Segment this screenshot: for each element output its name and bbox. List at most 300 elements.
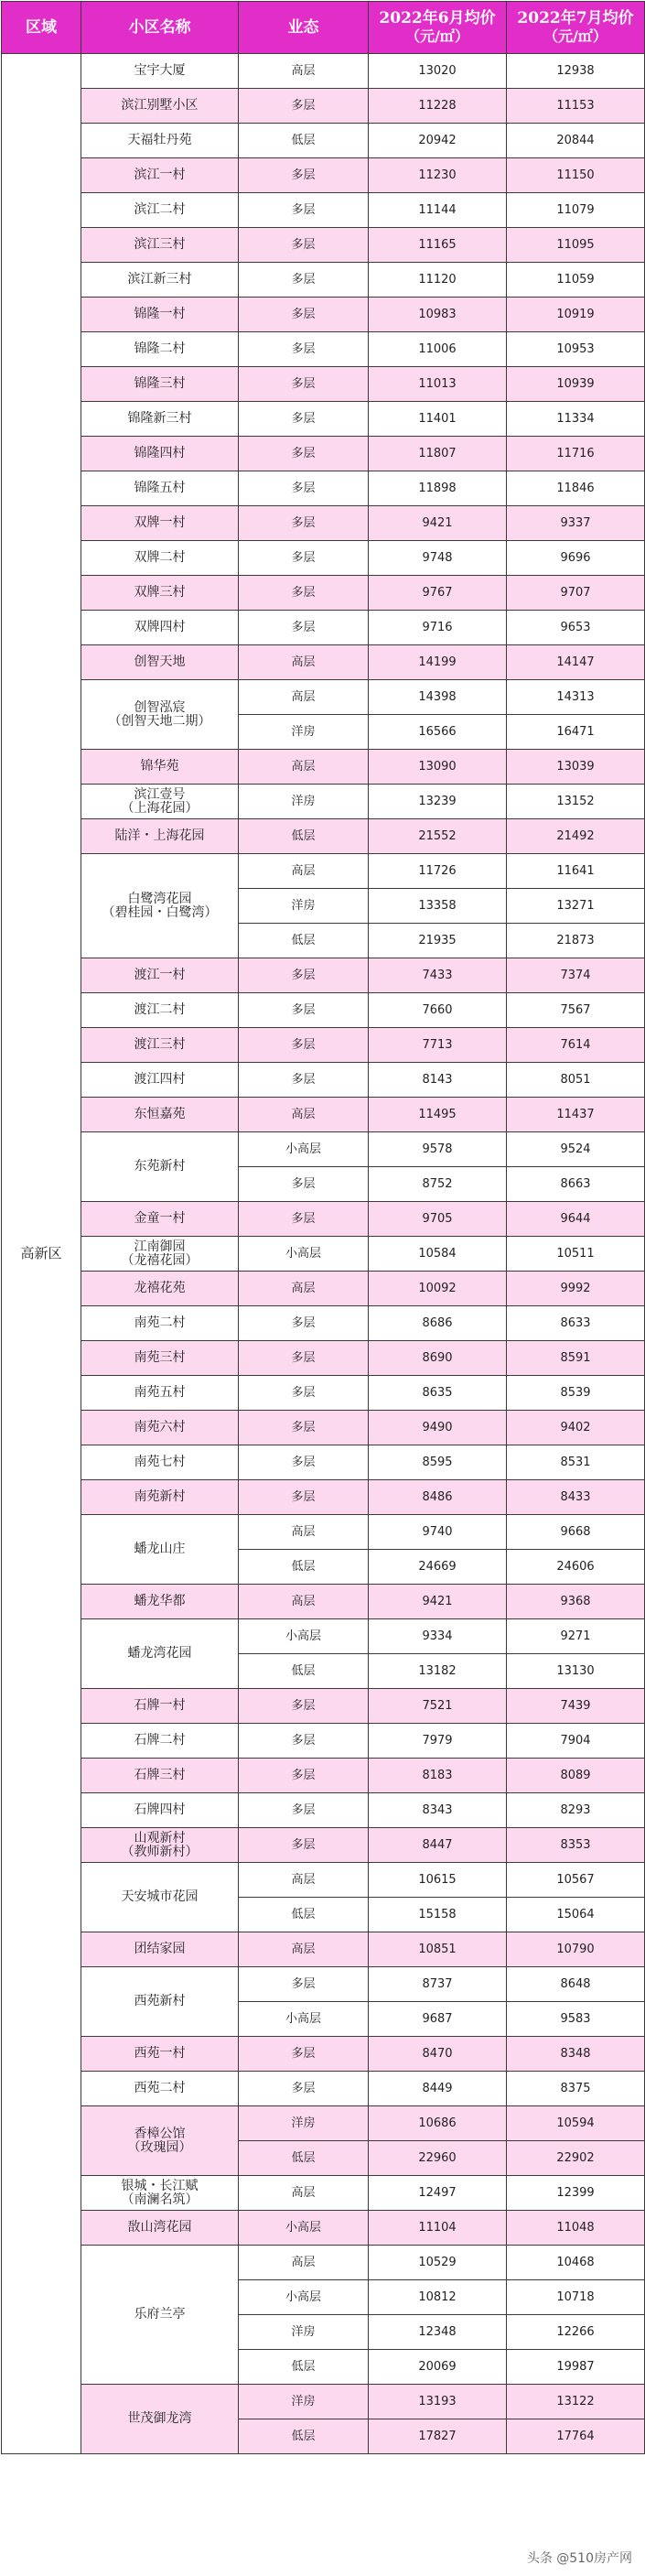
july-price-cell: 11059 [507, 263, 645, 298]
july-price-cell: 9668 [507, 1515, 645, 1550]
community-name-line: 锦隆一村 [134, 307, 186, 321]
june-price-cell: 9767 [369, 576, 507, 611]
table-row [2, 1132, 645, 1167]
community-cell [81, 54, 239, 89]
june-price-cell: 13020 [369, 54, 507, 89]
july-price-cell: 8051 [507, 1063, 645, 1098]
july-price-cell: 10939 [507, 367, 645, 402]
june-price-cell: 8686 [369, 1306, 507, 1341]
table-row [2, 1063, 645, 1098]
june-price-cell: 9578 [369, 1132, 507, 1167]
type-cell: 高层 [239, 1272, 369, 1306]
community-cell [81, 1828, 239, 1863]
community-name-line: 山观新村 [134, 1830, 186, 1845]
july-price-cell: 9402 [507, 1411, 645, 1445]
july-price-cell: 8663 [507, 1167, 645, 1202]
july-price-cell: 14147 [507, 645, 645, 680]
community-cell [81, 471, 239, 506]
july-price-cell: 12266 [507, 2315, 645, 2350]
june-price-cell: 15158 [369, 1898, 507, 1932]
july-price-cell: 7904 [507, 1724, 645, 1759]
type-cell: 高层 [239, 1515, 369, 1550]
type-cell: 多层 [239, 402, 369, 437]
community-cell [81, 2037, 239, 2072]
june-price-cell: 13193 [369, 2385, 507, 2419]
june-price-cell: 8635 [369, 1376, 507, 1411]
june-price-cell: 22960 [369, 2141, 507, 2176]
july-price-cell: 15064 [507, 1898, 645, 1932]
june-price-cell: 7713 [369, 1028, 507, 1063]
june-price-cell: 9748 [369, 541, 507, 576]
june-price-cell: 11120 [369, 263, 507, 298]
type-cell: 小高层 [239, 1237, 369, 1272]
type-cell: 多层 [239, 993, 369, 1028]
june-price-cell: 9740 [369, 1515, 507, 1550]
type-cell: 洋房 [239, 715, 369, 750]
community-name-line: 南苑五村 [134, 1385, 186, 1400]
type-cell: 多层 [239, 1411, 369, 1445]
table-row [2, 1202, 645, 1237]
june-price-cell: 10615 [369, 1863, 507, 1898]
type-cell: 小高层 [239, 1132, 369, 1167]
community-cell [81, 1585, 239, 1619]
community-name-line: 南苑七村 [134, 1455, 186, 1469]
type-cell: 小高层 [239, 2211, 369, 2246]
type-cell: 洋房 [239, 889, 369, 924]
community-name-line: 渡江一村 [134, 968, 186, 982]
june-price-cell: 13358 [369, 889, 507, 924]
table-row [2, 2246, 645, 2280]
june-price-cell: 7433 [369, 958, 507, 993]
july-price-cell: 10953 [507, 332, 645, 367]
june-price-cell: 10812 [369, 2280, 507, 2315]
type-cell: 多层 [239, 1202, 369, 1237]
community-name-line: 双牌一村 [134, 515, 186, 530]
june-price-cell: 10584 [369, 1237, 507, 1272]
table-row [2, 785, 645, 819]
june-price-cell: 24669 [369, 1550, 507, 1585]
july-price-cell: 13130 [507, 1654, 645, 1689]
type-cell: 多层 [239, 332, 369, 367]
june-price-cell: 9687 [369, 2002, 507, 2037]
community-name-line: （碧桂园・白鹭湾） [102, 904, 218, 920]
header-june-unit: （元/㎡） [405, 27, 469, 45]
community-cell [81, 1932, 239, 1967]
table-row [2, 576, 645, 611]
june-price-cell: 7521 [369, 1689, 507, 1724]
community-name-line: 双牌三村 [134, 585, 186, 600]
table-row [2, 1793, 645, 1828]
table-row [2, 958, 645, 993]
community-cell [81, 1306, 239, 1341]
community-cell [81, 1237, 239, 1272]
table-row [2, 2106, 645, 2141]
july-price-cell: 10919 [507, 298, 645, 332]
july-price-cell: 11150 [507, 158, 645, 193]
community-cell [81, 2106, 239, 2176]
community-name-line: 龙禧花苑 [134, 1281, 186, 1295]
june-price-cell: 21935 [369, 924, 507, 958]
july-price-cell: 24606 [507, 1550, 645, 1585]
table-row [2, 1480, 645, 1515]
community-cell [81, 124, 239, 158]
type-cell: 多层 [239, 1445, 369, 1480]
table-row [2, 645, 645, 680]
july-price-cell: 11153 [507, 89, 645, 124]
header-june-price [369, 2, 507, 54]
community-cell [81, 680, 239, 750]
community-name-line: 东恒嘉苑 [134, 1107, 186, 1121]
community-cell [81, 506, 239, 541]
type-cell: 高层 [239, 1932, 369, 1967]
community-cell [81, 367, 239, 402]
community-name-line: 西苑二村 [134, 2081, 186, 2095]
community-name-line: 金童一村 [134, 1211, 186, 1226]
table-row [2, 263, 645, 298]
table-row [2, 2176, 645, 2211]
july-price-cell: 21492 [507, 819, 645, 854]
community-name-line: （玫瑰园） [127, 2139, 192, 2155]
community-name-line: 江南御园 [134, 1239, 186, 1254]
community-name-line: （教师新村） [121, 1844, 199, 1859]
type-cell: 多层 [239, 298, 369, 332]
table-row [2, 1759, 645, 1793]
june-price-cell: 8470 [369, 2037, 507, 2072]
june-price-cell: 20069 [369, 2350, 507, 2385]
community-name-line: 滨江三村 [134, 237, 186, 252]
june-price-cell: 11228 [369, 89, 507, 124]
community-cell [81, 1028, 239, 1063]
community-cell [81, 2211, 239, 2246]
type-cell: 多层 [239, 228, 369, 263]
community-name-line: 锦隆新三村 [127, 411, 192, 426]
type-cell: 多层 [239, 263, 369, 298]
july-price-cell: 20844 [507, 124, 645, 158]
header-july-line1: 2022年7月均价 [517, 9, 634, 27]
table-row [2, 1967, 645, 2002]
community-name-line: 渡江四村 [134, 1072, 186, 1087]
community-name-line: 蟠龙湾花园 [127, 1646, 192, 1661]
july-price-cell: 12938 [507, 54, 645, 89]
june-price-cell: 10092 [369, 1272, 507, 1306]
community-cell [81, 1480, 239, 1515]
type-cell: 高层 [239, 645, 369, 680]
july-price-cell: 10790 [507, 1932, 645, 1967]
community-name-line: （南澜名筑） [121, 2192, 199, 2207]
community-cell [81, 1967, 239, 2037]
community-cell [81, 2072, 239, 2106]
community-name-line: 香樟公馆 [134, 2126, 186, 2141]
community-cell [81, 611, 239, 645]
type-cell: 洋房 [239, 2385, 369, 2419]
june-price-cell: 20942 [369, 124, 507, 158]
community-cell [81, 298, 239, 332]
community-cell [81, 854, 239, 958]
header-june-line1: 2022年6月均价 [379, 9, 496, 27]
type-cell: 洋房 [239, 2315, 369, 2350]
community-name-line: 世茂御龙湾 [127, 2411, 192, 2426]
type-cell: 多层 [239, 1063, 369, 1098]
type-cell: 高层 [239, 1863, 369, 1898]
community-cell [81, 1341, 239, 1376]
community-name-line: 乐府兰亭 [134, 2307, 186, 2322]
community-cell [81, 402, 239, 437]
june-price-cell: 12348 [369, 2315, 507, 2350]
type-cell: 多层 [239, 1967, 369, 2002]
community-cell [81, 1272, 239, 1306]
june-price-cell: 7979 [369, 1724, 507, 1759]
price-table [1, 1, 645, 2454]
community-name-line: 南苑二村 [134, 1315, 186, 1330]
june-price-cell: 9716 [369, 611, 507, 645]
community-name-line: 蟠龙华都 [134, 1594, 186, 1608]
community-name-line: （上海花园） [121, 800, 199, 816]
july-price-cell: 8433 [507, 1480, 645, 1515]
type-cell: 多层 [239, 541, 369, 576]
region-cell: 高新区 [2, 54, 81, 2454]
july-price-cell: 9707 [507, 576, 645, 611]
header-type: 业态 [239, 2, 369, 54]
community-name-line: 石牌二村 [134, 1733, 186, 1748]
july-price-cell: 9696 [507, 541, 645, 576]
community-name-line: 白鹭湾花园 [127, 891, 192, 906]
community-name-line: 南苑新村 [134, 1489, 186, 1504]
table-row [2, 298, 645, 332]
community-cell [81, 2246, 239, 2385]
table-row [2, 1098, 645, 1132]
july-price-cell: 9644 [507, 1202, 645, 1237]
community-name-line: 蟠龙山庄 [134, 1542, 186, 1556]
july-price-cell: 13271 [507, 889, 645, 924]
type-cell: 高层 [239, 1098, 369, 1132]
community-name-line: 锦隆三村 [134, 376, 186, 391]
community-name-line: 创智天地 [134, 655, 186, 669]
community-cell [81, 89, 239, 124]
july-price-cell: 10567 [507, 1863, 645, 1898]
community-name-line: 渡江三村 [134, 1037, 186, 1052]
june-price-cell: 9490 [369, 1411, 507, 1445]
community-name-line: 西苑新村 [134, 1994, 186, 2008]
community-name-line: 石牌四村 [134, 1802, 186, 1817]
table-row [2, 1272, 645, 1306]
community-cell [81, 576, 239, 611]
community-name-line: 锦隆五村 [134, 481, 186, 495]
community-cell [81, 1689, 239, 1724]
july-price-cell: 10594 [507, 2106, 645, 2141]
type-cell: 多层 [239, 576, 369, 611]
table-row [2, 611, 645, 645]
june-price-cell: 13239 [369, 785, 507, 819]
community-name-line: 南苑三村 [134, 1350, 186, 1365]
july-price-cell: 13122 [507, 2385, 645, 2419]
june-price-cell: 11104 [369, 2211, 507, 2246]
july-price-cell: 10718 [507, 2280, 645, 2315]
type-cell: 低层 [239, 924, 369, 958]
community-name-line: （龙禧花园） [121, 1252, 199, 1268]
community-cell [81, 2176, 239, 2211]
community-cell [81, 785, 239, 819]
type-cell: 多层 [239, 471, 369, 506]
june-price-cell: 8737 [369, 1967, 507, 2002]
table-row [2, 819, 645, 854]
table-row [2, 193, 645, 228]
june-price-cell: 8449 [369, 2072, 507, 2106]
july-price-cell: 9368 [507, 1585, 645, 1619]
table-row [2, 402, 645, 437]
community-name-line: 宝宇大厦 [134, 63, 186, 78]
community-name-line: 滨江壹号 [134, 786, 186, 802]
table-row [2, 1341, 645, 1376]
june-price-cell: 12497 [369, 2176, 507, 2211]
community-cell [81, 1515, 239, 1585]
community-name-line: 锦隆二村 [134, 341, 186, 356]
june-price-cell: 8486 [369, 1480, 507, 1515]
type-cell: 多层 [239, 1376, 369, 1411]
june-price-cell: 8752 [369, 1167, 507, 1202]
community-cell [81, 541, 239, 576]
community-name-line: 敔山湾花园 [127, 2220, 192, 2235]
july-price-cell: 7439 [507, 1689, 645, 1724]
table-row [2, 2072, 645, 2106]
community-cell [81, 1411, 239, 1445]
community-cell [81, 1063, 239, 1098]
july-price-cell: 8648 [507, 1967, 645, 2002]
community-name-line: 锦华苑 [140, 759, 179, 774]
table-row [2, 1689, 645, 1724]
community-cell [81, 158, 239, 193]
type-cell: 多层 [239, 89, 369, 124]
table-row [2, 1828, 645, 1863]
community-cell [81, 228, 239, 263]
header-july-unit: （元/㎡） [543, 27, 607, 45]
type-cell: 多层 [239, 193, 369, 228]
community-cell [81, 1202, 239, 1237]
july-price-cell: 8531 [507, 1445, 645, 1480]
community-name-line: 陆洋・上海花园 [114, 828, 205, 843]
july-price-cell: 9583 [507, 2002, 645, 2037]
type-cell: 低层 [239, 819, 369, 854]
community-name-line: 天安城市花园 [121, 1889, 199, 1904]
june-price-cell: 11807 [369, 437, 507, 471]
type-cell: 小高层 [239, 2002, 369, 2037]
table-row [2, 1028, 645, 1063]
july-price-cell: 14313 [507, 680, 645, 715]
community-name-line: 东苑新村 [134, 1159, 186, 1174]
community-cell [81, 1098, 239, 1132]
june-price-cell: 9421 [369, 506, 507, 541]
community-name-line: （创智天地二期） [108, 713, 211, 729]
july-price-cell: 11095 [507, 228, 645, 263]
july-price-cell: 11334 [507, 402, 645, 437]
table-row [2, 158, 645, 193]
july-price-cell: 11716 [507, 437, 645, 471]
community-name-line: 滨江新三村 [127, 272, 192, 287]
july-price-cell: 9992 [507, 1272, 645, 1306]
type-cell: 多层 [239, 1689, 369, 1724]
table-row [2, 1376, 645, 1411]
type-cell: 高层 [239, 1585, 369, 1619]
july-price-cell: 8375 [507, 2072, 645, 2106]
table-row [2, 1932, 645, 1967]
type-cell: 多层 [239, 1724, 369, 1759]
community-name-line: 天福牡丹苑 [127, 133, 192, 147]
june-price-cell: 8143 [369, 1063, 507, 1098]
july-price-cell: 21873 [507, 924, 645, 958]
type-cell: 低层 [239, 1898, 369, 1932]
type-cell: 多层 [239, 367, 369, 402]
type-cell: 低层 [239, 124, 369, 158]
june-price-cell: 16566 [369, 715, 507, 750]
june-price-cell: 11006 [369, 332, 507, 367]
june-price-cell: 8447 [369, 1828, 507, 1863]
type-cell: 多层 [239, 1793, 369, 1828]
table-row [2, 437, 645, 471]
header-region: 区域 [2, 2, 81, 54]
table-row [2, 750, 645, 785]
table-row [2, 332, 645, 367]
july-price-cell: 11641 [507, 854, 645, 889]
june-price-cell: 11495 [369, 1098, 507, 1132]
june-price-cell: 13182 [369, 1654, 507, 1689]
table-row [2, 1724, 645, 1759]
type-cell: 多层 [239, 158, 369, 193]
table-row [2, 1619, 645, 1654]
type-cell: 低层 [239, 2419, 369, 2454]
table-row [2, 1306, 645, 1341]
table-row [2, 367, 645, 402]
header-community: 小区名称 [81, 2, 239, 54]
community-cell [81, 1863, 239, 1932]
community-name-line: 滨江一村 [134, 168, 186, 182]
type-cell: 多层 [239, 1306, 369, 1341]
july-price-cell: 12399 [507, 2176, 645, 2211]
type-cell: 多层 [239, 1167, 369, 1202]
table-body [2, 54, 645, 2454]
type-cell: 高层 [239, 2176, 369, 2211]
community-cell [81, 1724, 239, 1759]
table-row [2, 1585, 645, 1619]
table-row [2, 1863, 645, 1898]
july-price-cell: 7374 [507, 958, 645, 993]
june-price-cell: 21552 [369, 819, 507, 854]
june-price-cell: 10686 [369, 2106, 507, 2141]
type-cell: 洋房 [239, 785, 369, 819]
table-row [2, 1237, 645, 1272]
july-price-cell: 9271 [507, 1619, 645, 1654]
type-cell: 多层 [239, 1828, 369, 1863]
type-cell: 低层 [239, 1550, 369, 1585]
community-cell [81, 750, 239, 785]
july-price-cell: 8539 [507, 1376, 645, 1411]
community-cell [81, 645, 239, 680]
july-price-cell: 8353 [507, 1828, 645, 1863]
july-price-cell: 22902 [507, 2141, 645, 2176]
june-price-cell: 17827 [369, 2419, 507, 2454]
june-price-cell: 11144 [369, 193, 507, 228]
july-price-cell: 9337 [507, 506, 645, 541]
type-cell: 低层 [239, 1654, 369, 1689]
community-name-line: 双牌二村 [134, 550, 186, 565]
source-watermark: 头条 @510房产网 [523, 2547, 636, 2569]
community-cell [81, 2385, 239, 2454]
type-cell: 多层 [239, 506, 369, 541]
june-price-cell: 11013 [369, 367, 507, 402]
july-price-cell: 13152 [507, 785, 645, 819]
community-cell [81, 437, 239, 471]
table-row [2, 2211, 645, 2246]
june-price-cell: 11401 [369, 402, 507, 437]
community-name-line: 石牌一村 [134, 1698, 186, 1713]
